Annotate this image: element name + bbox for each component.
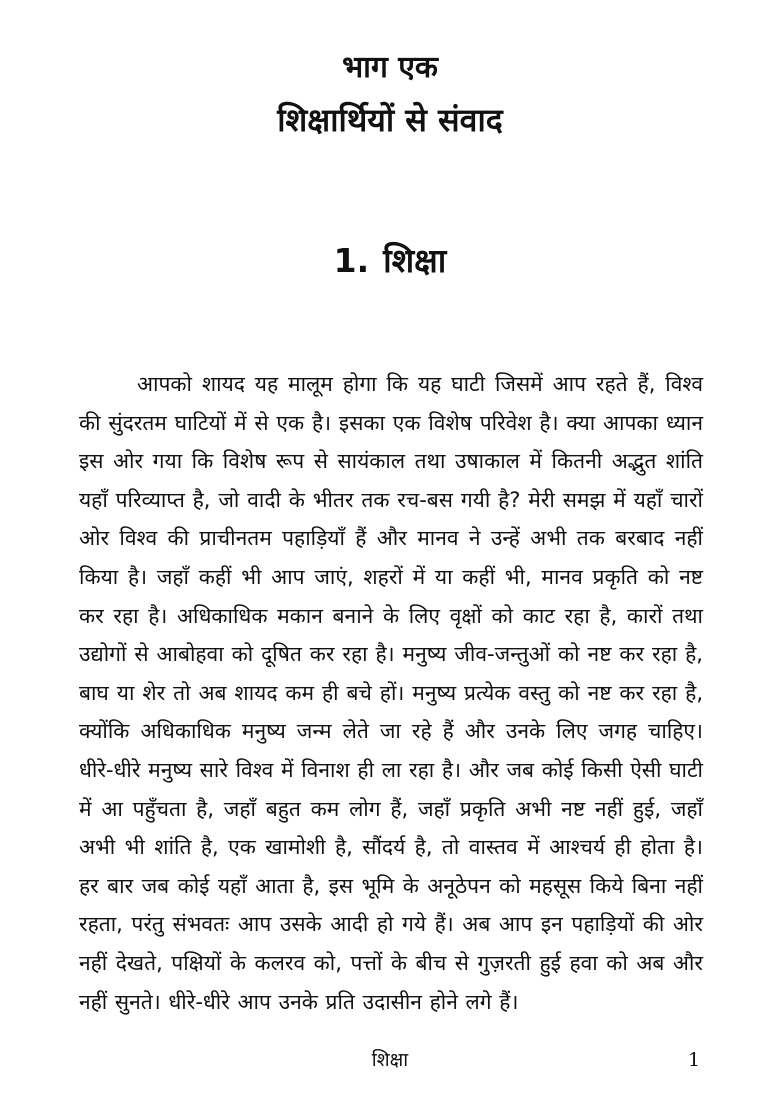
chapter-number: 1. <box>333 241 370 280</box>
chapter-heading <box>0 236 780 286</box>
chapter-title: शिक्षा <box>383 241 447 280</box>
part-subtitle: शिक्षार्थियों से संवाद <box>277 101 503 139</box>
body-paragraph: आपको शायद यह मालूम होगा कि यह घाटी जिसमें आप रहते हैं, विश्व की सुंदरतम घाटियों में से एक है। इसका एक विशेष परिवेश है। क्या आपका ध्यान इस ओर गया कि विशेष रूप से सायंकाल तथा उषाकाल में कितनी अद्भुत शांति यहाँ परिव्याप्त है, जो वादी के भीतर तक रच-बस गयी है? मेरी समझ में यहाँ चारों ओर विश्व की प्राचीनतम पहाड़ियाँ हैं और मानव ने उन्हें अभी तक बरबाद नहीं किया है। जहाँ कहीं भी आप जाएं, शहरों में या कहीं भी, मानव प्रकृति को नष्ट कर रहा है। अधिकाधिक मकान बनाने के लिए वृक्षों को काट रहा है, कारों तथा उद्योगों से आबोहवा को दूषित कर रहा है। मनुष्य जीव-जन्तुओं को नष्ट कर रहा है, बाघ या शेर तो अब शायद कम ही बचे हों। मनुष्य प्रत्येक वस्तु को नष्ट कर रहा है, क्योंकि अधिकाधिक मनुष्य जन्म लेते जा रहे हैं और उनके लिए जगह चाहिए। धीरे-धीरे मनुष्य सारे विश्व में विनाश ही ला रहा है। और जब कोई किसी ऐसी घाटी में आ पहुँचता है, जहाँ बहुत कम लोग हैं, जहाँ प्रकृति अभी नष्ट नहीं हुई, जहाँ अभी भी शांति है, एक खामोशी है, सौंदर्य है, तो वास्तव में आश्चर्य ही होता है। हर बार जब कोई यहाँ आता है, इस भूमि के अनूठेपन को महसूस किये बिना नहीं रहता, परंतु संभवतः आप उसके आदी हो गये हैं। अब आप इन पहाड़ियों की ओर नहीं देखते, पक्षियों के कलरव को, पत्तों के बीच से गुज़रती हुई हवा को अब और नहीं सुनते। धीरे-धीरे आप उनके प्रति उदासीन होने लगे हैं। <box>79 372 703 1014</box>
page-number: 1 <box>688 1049 701 1071</box>
part-title: भाग एक <box>342 50 438 85</box>
footer-running-title: शिक्षा <box>371 1049 409 1071</box>
